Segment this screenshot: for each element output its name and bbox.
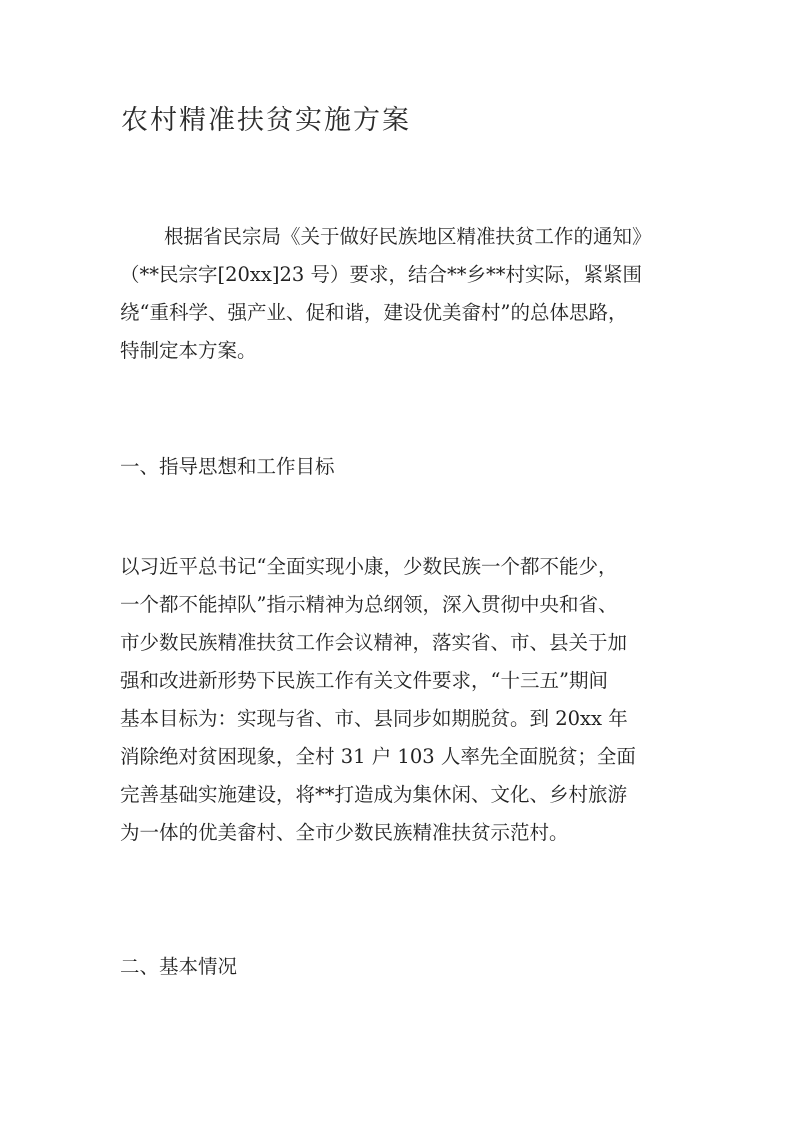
section-1-line: 一个都不能掉队”指示精神为总纲领，深入贯彻中央和省、 <box>120 593 618 616</box>
section-1-line: 为一体的优美畲村、全市少数民族精准扶贫示范村。 <box>120 821 569 844</box>
section-1-paragraph <box>120 548 680 852</box>
section-1-line: 基本目标为：实现与省、市、县同步如期脱贫。到 20xx 年 <box>120 707 628 730</box>
section-1-line: 市少数民族精准扶贫工作会议精神，落实省、市、县关于加 <box>120 631 628 654</box>
intro-line: （**民宗字[20xx]23 号）要求，结合**乡**村实际，紧紧围 <box>120 263 643 286</box>
section-1-line: 以习近平总书记“全面实现小康，少数民族一个都不能少， <box>120 555 618 578</box>
section-2-heading <box>120 948 680 986</box>
intro-line: 绕“重科学、强产业、促和谐，建设优美畲村”的总体思路， <box>120 301 628 324</box>
section-1-heading <box>120 448 680 486</box>
section-1-line: 完善基础实施建设，将**打造成为集休闲、文化、乡村旅游 <box>120 783 628 806</box>
section-1-line: 消除绝对贫困现象，全村 31 户 103 人率先全面脱贫；全面 <box>120 745 636 768</box>
section-heading-text: 一、指导思想和工作目标 <box>120 455 335 478</box>
document-title: 农村精准扶贫实施方案 <box>121 105 411 136</box>
intro-paragraph <box>120 218 680 370</box>
section-1-line: 强和改进新形势下民族工作有关文件要求，“十三五”期间 <box>120 669 608 692</box>
intro-line: 特制定本方案。 <box>120 339 257 362</box>
section-heading-text: 二、基本情况 <box>120 955 238 978</box>
intro-line: 根据省民宗局《关于做好民族地区精准扶贫工作的通知》 <box>164 225 652 248</box>
